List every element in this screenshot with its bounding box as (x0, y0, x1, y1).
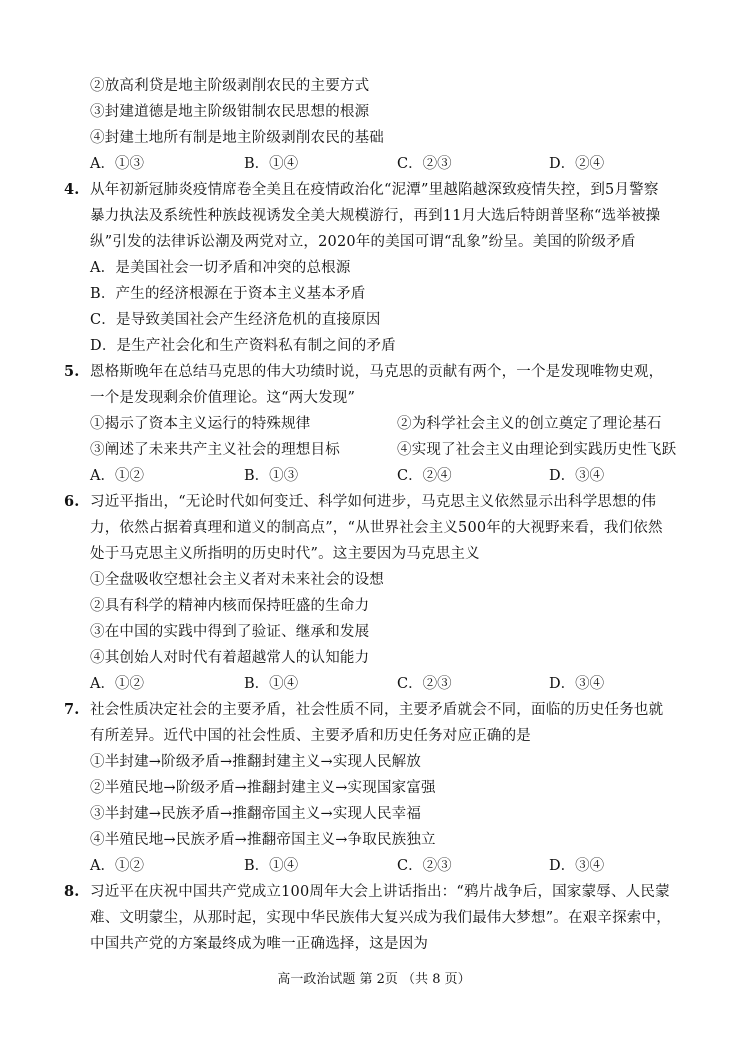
q3-item-4: ④封建土地所有制是地主阶级剥削农民的基础 (90, 130, 384, 146)
q5-item-4: ④实现了社会主义由理论到实践历史性飞跃 (397, 442, 677, 458)
q5-number: 5. (64, 363, 80, 380)
q8-stem-line-3: 中国共产党的方案最终成为唯一正确选择，这是因为 (90, 936, 429, 952)
q5-choice-b: B．①③ (244, 468, 299, 484)
q4-stem-line-2: 暴力执法及系统性种族歧视诱发全美大规模游行，再到11月大选后特朗普坚称“选举被操 (90, 208, 661, 224)
q6-item-4: ④其创始人对时代有着超越常人的认知能力 (90, 650, 370, 666)
q7-stem-line-1: 社会性质决定社会的主要矛盾，社会性质不同，主要矛盾就会不同，面临的历史任务也就 (90, 702, 664, 718)
q6-choice-a: A．①② (90, 676, 144, 692)
q7-choice-c: C．②③ (397, 858, 452, 874)
q6-item-2: ②具有科学的精神内核而保持旺盛的生命力 (90, 598, 370, 614)
q7-choice-b: B．①④ (244, 858, 299, 874)
q7-item-1: ①半封建→阶级矛盾→推翻封建主义→实现人民解放 (90, 754, 422, 770)
q6-choice-d: D．③④ (549, 676, 605, 692)
q5-item-1: ①揭示了资本主义运行的特殊规律 (90, 416, 311, 432)
q3-item-3: ③封建道德是地主阶级钳制农民思想的根源 (90, 104, 370, 120)
q3-choice-a: A．①③ (90, 156, 144, 172)
q6-item-3: ③在中国的实践中得到了验证、继承和发展 (90, 624, 370, 640)
q6-choice-c: C．②③ (397, 676, 452, 692)
q3-choice-b: B．①④ (244, 156, 299, 172)
q3-choice-d: D．②④ (549, 156, 605, 172)
q6-number: 6. (64, 493, 80, 510)
q5-item-3: ③阐述了未来共产主义社会的理想目标 (90, 442, 340, 458)
q4-option-d: D．是生产社会化和生产资料私有制之间的矛盾 (90, 338, 396, 354)
q5-choice-c: C．②④ (397, 468, 452, 484)
q7-choice-d: D．③④ (549, 858, 605, 874)
q6-stem-line-3: 处于马克思主义所指明的历史时代”。这主要因为马克思主义 (90, 546, 480, 562)
q3-choice-c: C．②③ (397, 156, 452, 172)
q6-stem-line-1: 习近平指出，“无论时代如何变迁、科学如何进步，马克思主义依然显示出科学思想的伟 (90, 494, 657, 510)
q6-choice-b: B．①④ (244, 676, 299, 692)
q4-number: 4. (64, 181, 80, 198)
page-footer: 高一政治试题 第 2页 （共 8 页） (277, 972, 471, 987)
q5-choice-a: A．①② (90, 468, 144, 484)
q7-number: 7. (64, 701, 80, 718)
q4-option-a: A．是美国社会一切矛盾和冲突的总根源 (90, 260, 351, 276)
q7-stem-line-2: 有所差异。近代中国的社会性质、主要矛盾和历史任务对应正确的是 (90, 728, 531, 744)
q5-item-2: ②为科学社会主义的创立奠定了理论基石 (397, 416, 662, 432)
q5-choice-d: D．③④ (549, 468, 605, 484)
q7-item-3: ③半封建→民族矛盾→推翻帝国主义→实现人民幸福 (90, 806, 422, 822)
q7-item-2: ②半殖民地→阶级矛盾→推翻封建主义→实现国家富强 (90, 780, 436, 796)
q5-stem-line-1: 恩格斯晚年在总结马克思的伟大功绩时说，马克思的贡献有两个，一个是发现唯物史观， (90, 364, 664, 380)
q8-number: 8. (64, 883, 80, 900)
q4-stem-line-1: 从年初新冠肺炎疫情席卷全美且在疫情政治化“泥潭”里越陷越深致疫情失控，到5月警察 (90, 182, 659, 198)
q3-item-2: ②放高利贷是地主阶级剥削农民的主要方式 (90, 78, 370, 94)
q7-item-4: ④半殖民地→民族矛盾→推翻帝国主义→争取民族独立 (90, 832, 436, 848)
q5-stem-line-2: 一个是发现剩余价值理论。这“两大发现” (90, 390, 356, 406)
q4-option-b: B．产生的经济根源在于资本主义基本矛盾 (90, 286, 366, 302)
q6-stem-line-2: 力，依然占据着真理和道义的制高点”，“从世界社会主义500年的大视野来看，我们依然 (90, 520, 663, 536)
q4-option-c: C．是导致美国社会产生经济危机的直接原因 (90, 312, 381, 328)
q8-stem-line-2: 难、文明蒙尘，从那时起，实现中华民族伟大复兴成为我们最伟大梦想”。在艰辛探索中， (90, 910, 671, 926)
q6-item-1: ①全盘吸收空想社会主义者对未来社会的设想 (90, 572, 384, 588)
q7-choice-a: A．①② (90, 858, 144, 874)
q4-stem-line-3: 纵”引发的法律诉讼潮及两党对立，2020年的美国可谓“乱象”纷呈。美国的阶级矛盾 (90, 234, 636, 250)
q8-stem-line-1: 习近平在庆祝中国共产党成立100周年大会上讲话指出：“鸦片战争后，国家蒙辱、人民蒙 (90, 884, 670, 900)
